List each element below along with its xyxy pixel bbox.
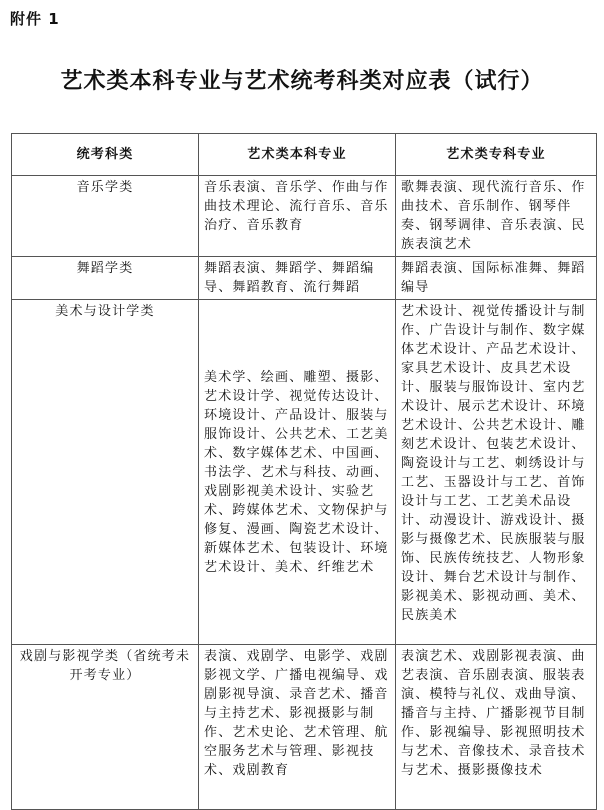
table-row [12,300,597,645]
undergraduate-majors-cell: 美术学、绘画、雕塑、摄影、艺术设计学、视觉传达设计、环境设计、产品设计、服装与服饰设计、公共艺术、工艺美术、数字媒体艺术、中国画、书法学、艺术与科技、动画、戏剧影视美术设计、实验艺术、跨媒体艺术、文物保护与修复、漫画、陶瓷艺术设计、新媒体艺术、包装设计、环境艺术设计、美术、纤维艺术 [199,300,396,645]
table-header-row [12,134,597,176]
table-row [12,257,597,300]
page-title: 艺术类本科专业与艺术统考科类对应表（试行） [60,68,544,94]
junior-college-majors-cell: 艺术设计、视觉传播设计与制作、广告设计与制作、数字媒体艺术设计、产品艺术设计、家具艺术设计、皮具艺术设计、服装与服饰设计、室内艺术设计、展示艺术设计、环境艺术设计、公共艺术设计、雕刻艺术设计、包装艺术设计、陶瓷设计与工艺、刺绣设计与工艺、玉器设计与工艺、首饰设计与工艺、工艺美术品设计、动漫设计、游戏设计、摄影与摄像艺术、民族服装与服饰、民族传统技艺、人物形象设计、舞台艺术设计与制作、影视美术、影视动画、美术、民族美术 [396,300,597,645]
exam-category-cell: 音乐学类 [12,176,199,257]
undergraduate-majors-cell: 表演、戏剧学、电影学、戏剧影视文学、广播电视编导、戏剧影视导演、录音艺术、播音与主持艺术、影视摄影与制作、艺术史论、艺术管理、航空服务艺术与管理、影视技术、戏剧教育 [199,645,396,810]
column-header-junior-college-majors: 艺术类专科专业 [396,134,597,176]
table-row [12,645,597,810]
junior-college-majors-cell: 歌舞表演、现代流行音乐、作曲技术、音乐制作、钢琴伴奏、钢琴调律、音乐表演、民族表演艺术 [396,176,597,257]
column-header-undergraduate-majors: 艺术类本科专业 [199,134,396,176]
column-header-exam-category: 统考科类 [12,134,199,176]
undergraduate-majors-cell: 舞蹈表演、舞蹈学、舞蹈编导、舞蹈教育、流行舞蹈 [199,257,396,300]
junior-college-majors-cell: 表演艺术、戏剧影视表演、曲艺表演、音乐剧表演、服装表演、模特与礼仪、戏曲导演、播音与主持、广播影视节目制作、影视编导、影视照明技术与艺术、音像技术、录音技术与艺术、摄影摄像技术 [396,645,597,810]
exam-category-cell: 美术与设计学类 [12,300,199,645]
exam-category-cell: 舞蹈学类 [12,257,199,300]
table-row [12,176,597,257]
exam-category-cell: 戏剧与影视学类（省统考未开考专业） [12,645,199,810]
junior-college-majors-cell: 舞蹈表演、国际标准舞、舞蹈编导 [396,257,597,300]
correspondence-table [11,133,597,810]
undergraduate-majors-cell: 音乐表演、音乐学、作曲与作曲技术理论、流行音乐、音乐治疗、音乐教育 [199,176,396,257]
attachment-label: 附件 1 [10,10,60,28]
